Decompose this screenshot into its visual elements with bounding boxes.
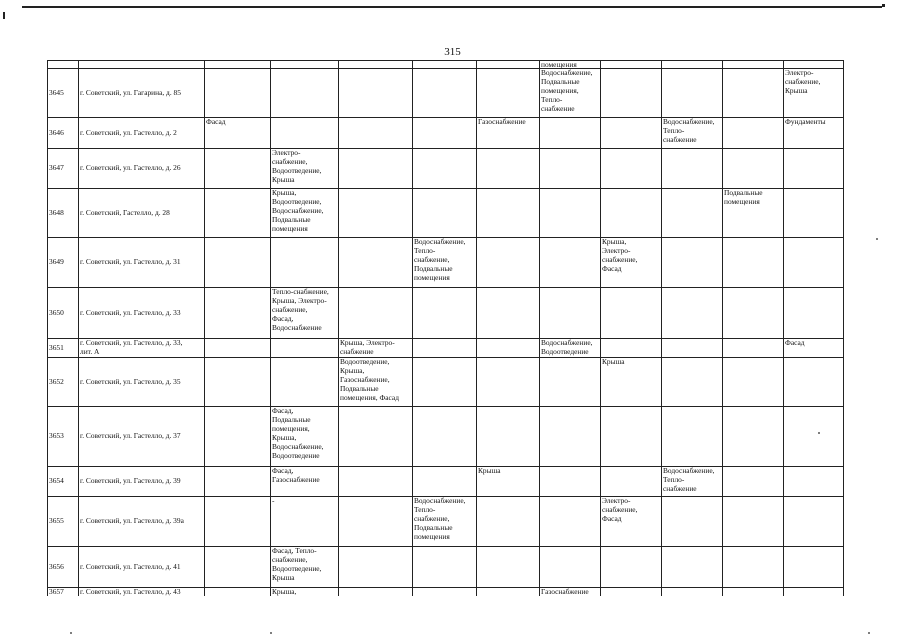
works-cell [601,339,661,357]
works-cell [723,358,783,406]
works-cell [662,339,722,357]
works-cell [339,467,412,496]
address-cell: г. Советский, ул. Гастелло, д. 43 [80,588,181,596]
works-cell: помещения [541,61,577,68]
works-cell [205,497,270,546]
works-cell [540,467,600,496]
row-number-cell: 3645 [49,87,64,97]
works-cell [540,149,600,188]
works-cell [723,547,783,587]
works-cell: Крыша [602,358,625,366]
works-cell [540,238,600,287]
works-cell [784,61,843,68]
works-cell: Электро- снабжение, Крыша [785,69,821,95]
row-number-cell: 3648 [49,207,64,217]
row-number-cell: 3651 [49,342,64,352]
works-cell [271,69,338,117]
works-cell [540,288,600,338]
works-cell [723,407,783,466]
works-cell [413,149,476,188]
works-cell [477,288,539,338]
address-cell [79,61,204,68]
works-cell [413,467,476,496]
works-cell [339,69,412,117]
row-number-cell: 3655 [49,516,64,526]
works-cell: Водоснабжение, Тепло- снабжение, Подвальные помещения [414,238,466,282]
works-cell [477,358,539,406]
works-cell [271,118,338,148]
works-cell [784,288,843,338]
works-cell [339,288,412,338]
works-cell [662,407,722,466]
row-number-cell: 3647 [49,163,64,173]
works-cell [723,588,783,596]
works-cell [477,189,539,237]
works-cell [601,61,661,68]
works-cell: Фундаменты [785,118,826,126]
works-cell: Водоснабжение, Тепло- снабжение, Подвальные помещения [414,497,466,541]
works-cell [205,149,270,188]
works-cell [601,118,661,148]
works-cell [784,588,843,596]
scan-speck [868,632,870,634]
works-cell [601,288,661,338]
works-cell [784,238,843,287]
works-cell: Крыша, [272,588,297,596]
address-cell: г. Советский, ул. Гастелло, д. 26 [80,163,181,173]
works-cell [205,547,270,587]
works-cell [540,118,600,148]
address-cell: г. Советский, ул. Гастелло, д. 35 [80,376,181,386]
works-cell: Электро- снабжение, Фасад [602,497,638,523]
works-cell [723,497,783,546]
works-cell [413,358,476,406]
works-cell [601,189,661,237]
address-cell: г. Советский, Гастелло, д. 28 [80,207,170,217]
works-cell [601,467,661,496]
works-cell: Подвальные помещения [724,189,763,206]
works-cell: Газоснабжение [478,118,526,126]
works-cell [477,547,539,587]
works-cell [601,69,661,117]
address-cell: г. Советский, ул. Гастелло, д. 33, лит. А [80,339,183,356]
works-cell [205,189,270,237]
works-cell [723,149,783,188]
works-cell: Фасад [206,118,226,126]
works-cell [784,189,843,237]
works-cell [784,547,843,587]
works-cell [477,588,539,596]
works-cell [477,61,539,68]
works-cell [413,189,476,237]
works-cell [271,238,338,287]
works-cell [662,497,722,546]
works-cell [784,149,843,188]
row-number-cell: 3649 [49,257,64,267]
row-number-cell: 3652 [49,376,64,386]
works-cell [723,238,783,287]
works-cell [477,407,539,466]
row-number-cell: 3657 [49,588,64,596]
works-cell [339,497,412,546]
works-cell [662,588,722,596]
works-cell: Крыша, Электро- снабжение, Фасад [602,238,638,273]
works-cell: Фасад, Газоснабжение [272,467,320,484]
works-cell [662,69,722,117]
works-cell [540,189,600,237]
works-cell [205,467,270,496]
works-cell [540,358,600,406]
works-cell: Крыша, Электро- снабжение [340,339,395,356]
scan-speck [876,238,878,240]
row-number-cell: 3653 [49,431,64,441]
works-cell [723,118,783,148]
works-cell [271,358,338,406]
works-cell: Электро- снабжение, Водоотведение, Крыша [272,149,322,184]
works-cell [723,69,783,117]
works-cell [413,118,476,148]
works-cell [723,288,783,338]
scan-speck [818,432,820,434]
works-cell [662,358,722,406]
row-number-cell: 3654 [49,476,64,486]
works-cell [723,61,783,68]
works-cell [477,238,539,287]
works-cell: Фасад, Подвальные помещения, Крыша, Водоснабжение, Водоотведение [272,407,324,460]
works-cell: Водоснабжение, Водоотведение [541,339,593,356]
works-cell: Водоснабжение, Подвальные помещения, Тепло- снабжение [541,69,593,113]
works-cell [601,407,661,466]
works-cell [205,69,270,117]
works-cell [205,339,270,357]
works-cell [339,61,412,68]
works-cell: Фасад, Тепло- снабжение, Водоотведение, Крыша [272,547,322,582]
works-cell [339,238,412,287]
works-cell [540,497,600,546]
works-cell: Водоснабжение, Тепло- снабжение [663,118,715,144]
works-cell: Крыша [478,467,501,475]
works-cell [477,497,539,546]
works-cell [540,547,600,587]
column-rule [843,60,844,596]
row-number-cell [48,61,78,68]
works-cell: - [272,497,275,505]
works-cell [413,407,476,466]
row-number-cell: 3650 [49,307,64,317]
address-cell: г. Советский, ул. Гагарина, д. 85 [80,87,181,97]
works-cell [662,288,722,338]
works-cell [205,288,270,338]
page-number: 315 [444,46,461,58]
works-cell: Газоснабжение [541,588,589,596]
works-cell [413,547,476,587]
works-cell [205,238,270,287]
works-cell [205,61,270,68]
works-cell [339,547,412,587]
row-number-cell: 3656 [49,561,64,571]
works-cell [339,407,412,466]
works-cell [413,69,476,117]
works-cell [540,407,600,466]
works-cell [205,588,270,596]
works-cell [662,238,722,287]
address-cell: г. Советский, ул. Гастелло, д. 41 [80,561,181,571]
address-cell: г. Советский, ул. Гастелло, д. 31 [80,257,181,267]
works-cell: Тепло-снабжение, Крыша, Электро- снабжение, Фасад, Водоснабжение [272,288,329,332]
works-cell [662,547,722,587]
works-cell [413,288,476,338]
works-cell [601,588,661,596]
works-cell [271,61,338,68]
address-cell: г. Советский, ул. Гастелло, д. 39 [80,476,181,486]
works-cell [477,149,539,188]
works-cell [662,189,722,237]
works-cell [339,189,412,237]
works-cell [662,61,722,68]
works-cell [723,339,783,357]
row-number-cell: 3646 [49,127,64,137]
works-cell [601,547,661,587]
works-cell: Водоснабжение, Тепло- снабжение [663,467,715,493]
works-cell [784,497,843,546]
works-cell [784,358,843,406]
works-cell [205,407,270,466]
works-cell [413,339,476,357]
works-cell [477,69,539,117]
address-cell: г. Советский, ул. Гастелло, д. 33 [80,307,181,317]
works-cell [723,467,783,496]
scan-speck [270,632,272,634]
works-cell [205,358,270,406]
works-cell [413,588,476,596]
scan-speck [70,632,72,634]
works-cell [339,149,412,188]
address-cell: г. Советский, ул. Гастелло, д. 39а [80,516,184,526]
works-cell [784,467,843,496]
works-cell: Водоотведение, Крыша, Газоснабжение, Подвальные помещения, Фасад [340,358,399,402]
address-cell: г. Советский, ул. Гастелло, д. 37 [80,431,181,441]
works-cell [339,118,412,148]
works-cell [601,149,661,188]
works-cell: Крыша, Водоотведение, Водоснабжение, Подвальные помещения [272,189,324,233]
works-cell [477,339,539,357]
address-cell: г. Советский, ул. Гастелло, д. 2 [80,127,177,137]
works-cell [662,149,722,188]
works-cell [784,407,843,466]
works-cell [271,339,338,357]
works-cell [413,61,476,68]
works-cell [339,588,412,596]
works-cell: Фасад [785,339,805,347]
